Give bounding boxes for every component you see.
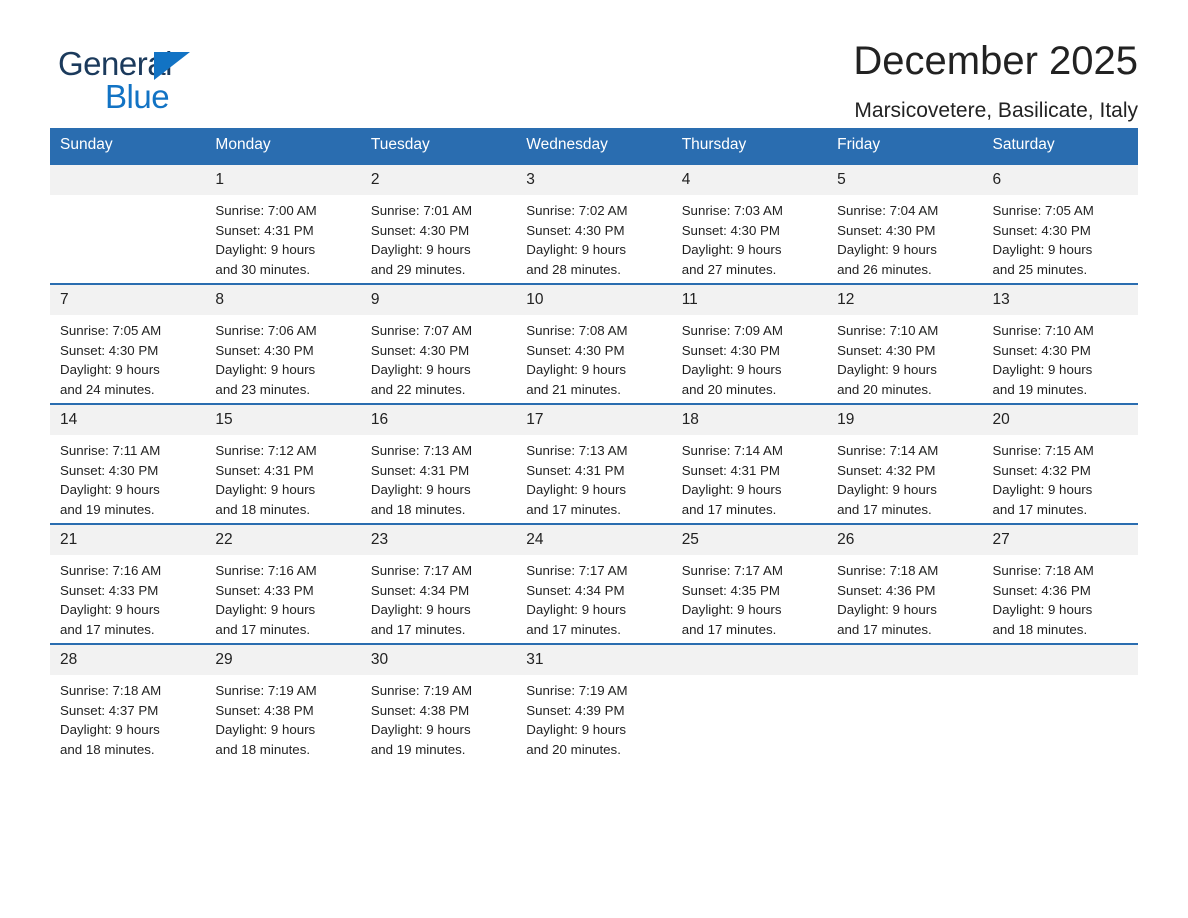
calendar-empty-cell [50, 164, 205, 284]
day-detail-line: and 18 minutes. [370, 501, 466, 517]
day-number: 6 [983, 165, 1138, 195]
day-detail-line: and 17 minutes. [526, 501, 621, 517]
day-detail-line: Daylight: 9 hours [526, 362, 627, 378]
calendar-day-cell[interactable] [672, 524, 827, 644]
day-detail-line: and 18 minutes. [992, 621, 1088, 637]
day-detail-line: Sunset: 4:36 PM [837, 582, 936, 598]
day-detail-line: Daylight: 9 hours [60, 722, 160, 738]
day-number: 1 [205, 165, 360, 195]
calendar-day-cell[interactable] [983, 404, 1138, 524]
day-detail-line: Daylight: 9 hours [992, 362, 1093, 378]
day-detail-line: Sunset: 4:31 PM [526, 462, 625, 478]
day-detail-line: Daylight: 9 hours [370, 242, 471, 258]
day-detail-line: and 19 minutes. [992, 381, 1088, 397]
weekday-header-sunday: Sunday [50, 128, 205, 164]
day-detail-line: Sunset: 4:30 PM [681, 222, 780, 238]
day-number [827, 645, 982, 675]
day-detail-line: Daylight: 9 hours [370, 482, 471, 498]
day-number: 24 [516, 525, 671, 555]
day-detail-line: and 27 minutes. [681, 261, 777, 277]
day-detail-line: Sunset: 4:35 PM [681, 582, 780, 598]
day-detail-line: Sunset: 4:37 PM [60, 702, 159, 718]
day-number: 23 [361, 525, 516, 555]
calendar-day-cell[interactable] [205, 524, 360, 644]
day-details [983, 435, 1138, 519]
day-details [827, 315, 982, 399]
day-detail-line: and 20 minutes. [837, 381, 932, 397]
day-number: 3 [516, 165, 671, 195]
day-detail-line: Sunset: 4:30 PM [681, 342, 780, 358]
calendar-day-cell[interactable] [827, 164, 982, 284]
day-detail-line: Sunset: 4:34 PM [370, 582, 470, 598]
calendar-table [50, 128, 1138, 763]
day-details [361, 315, 516, 399]
day-details [205, 675, 360, 759]
day-detail-line: and 17 minutes. [370, 621, 466, 637]
day-detail-line: Sunrise: 7:19 AM [370, 683, 473, 698]
calendar-day-cell[interactable] [50, 644, 205, 763]
day-details [983, 555, 1138, 639]
day-details [827, 195, 982, 279]
day-detail-line: Sunset: 4:31 PM [215, 222, 314, 238]
day-detail-line: Daylight: 9 hours [681, 602, 782, 618]
day-details [672, 315, 827, 399]
day-detail-line: and 23 minutes. [215, 381, 311, 397]
weekday-header-thursday: Thursday [672, 128, 827, 164]
calendar-day-cell[interactable] [672, 164, 827, 284]
day-detail-line: and 17 minutes. [681, 501, 777, 517]
day-detail-line: Daylight: 9 hours [992, 602, 1093, 618]
calendar-week-row [50, 284, 1138, 404]
day-detail-line: Sunrise: 7:16 AM [215, 563, 317, 578]
calendar-day-cell[interactable] [827, 404, 982, 524]
day-number [983, 645, 1138, 675]
day-details [361, 555, 516, 639]
day-detail-line: Daylight: 9 hours [681, 482, 782, 498]
day-detail-line: Sunset: 4:39 PM [526, 702, 625, 718]
day-details [983, 195, 1138, 279]
day-detail-line: Sunrise: 7:04 AM [837, 203, 939, 218]
day-number: 25 [672, 525, 827, 555]
day-detail-line: Sunset: 4:33 PM [60, 582, 159, 598]
day-detail-line: Sunrise: 7:03 AM [681, 203, 783, 218]
day-number: 21 [50, 525, 205, 555]
day-details [205, 555, 360, 639]
day-details [672, 675, 827, 681]
day-detail-line: and 17 minutes. [837, 501, 932, 517]
day-detail-line: Sunset: 4:33 PM [215, 582, 314, 598]
day-detail-line: Daylight: 9 hours [215, 722, 316, 738]
calendar-week-row [50, 644, 1138, 763]
calendar-day-cell[interactable] [983, 524, 1138, 644]
day-detail-line: Daylight: 9 hours [215, 242, 316, 258]
day-details [205, 195, 360, 279]
day-number: 30 [361, 645, 516, 675]
calendar-day-cell[interactable] [361, 284, 516, 404]
weekday-header-tuesday: Tuesday [361, 128, 516, 164]
day-detail-line: Daylight: 9 hours [370, 602, 471, 618]
day-detail-line: Sunrise: 7:09 AM [681, 323, 783, 338]
day-detail-line: Daylight: 9 hours [837, 242, 937, 258]
calendar-empty-cell [983, 644, 1138, 763]
day-detail-line: and 26 minutes. [837, 261, 932, 277]
day-number: 26 [827, 525, 982, 555]
day-detail-line: and 19 minutes. [60, 501, 155, 517]
day-detail-line: Sunset: 4:38 PM [215, 702, 314, 718]
location-subtitle: Marsicovetere, Basilicate, Italy [854, 99, 1138, 122]
day-number: 27 [983, 525, 1138, 555]
day-details [672, 195, 827, 279]
day-detail-line: Daylight: 9 hours [992, 242, 1093, 258]
day-number: 19 [827, 405, 982, 435]
day-detail-line: Sunrise: 7:12 AM [215, 443, 317, 458]
day-detail-line: Daylight: 9 hours [681, 242, 782, 258]
day-detail-line: Sunrise: 7:05 AM [60, 323, 162, 338]
day-number: 31 [516, 645, 671, 675]
day-details [983, 315, 1138, 399]
day-detail-line: Sunset: 4:30 PM [60, 462, 159, 478]
day-detail-line: Sunset: 4:30 PM [526, 342, 625, 358]
day-detail-line: Sunset: 4:31 PM [370, 462, 470, 478]
day-detail-line: Daylight: 9 hours [837, 602, 937, 618]
calendar-day-cell[interactable] [516, 284, 671, 404]
day-detail-line: and 20 minutes. [526, 741, 621, 757]
day-detail-line: Sunset: 4:31 PM [681, 462, 780, 478]
day-details [50, 435, 205, 519]
day-detail-line: Daylight: 9 hours [60, 362, 160, 378]
day-number: 4 [672, 165, 827, 195]
day-details [516, 195, 671, 279]
day-detail-line: Sunrise: 7:17 AM [370, 563, 473, 578]
day-detail-line: Daylight: 9 hours [526, 602, 627, 618]
weekday-header-wednesday: Wednesday [516, 128, 671, 164]
day-detail-line: and 20 minutes. [681, 381, 777, 397]
calendar-day-cell[interactable] [516, 164, 671, 284]
day-detail-line: Sunrise: 7:18 AM [837, 563, 939, 578]
day-details [827, 675, 982, 681]
calendar-day-cell[interactable] [827, 284, 982, 404]
day-detail-line: and 17 minutes. [837, 621, 932, 637]
day-details [50, 555, 205, 639]
calendar-day-cell[interactable] [516, 404, 671, 524]
calendar-day-cell[interactable] [672, 404, 827, 524]
day-detail-line: Sunset: 4:30 PM [370, 222, 470, 238]
day-details [205, 315, 360, 399]
calendar-day-cell[interactable] [361, 524, 516, 644]
day-detail-line: Sunrise: 7:15 AM [992, 443, 1094, 458]
day-detail-line: and 17 minutes. [681, 621, 777, 637]
weekday-header-monday: Monday [205, 128, 360, 164]
calendar-day-cell[interactable] [361, 404, 516, 524]
day-details [50, 195, 205, 201]
day-number: 18 [672, 405, 827, 435]
calendar-day-cell[interactable] [983, 284, 1138, 404]
day-detail-line: Daylight: 9 hours [837, 362, 937, 378]
calendar-day-cell[interactable] [516, 524, 671, 644]
day-detail-line: and 19 minutes. [370, 741, 466, 757]
day-detail-line: Daylight: 9 hours [837, 482, 937, 498]
day-detail-line: Sunrise: 7:07 AM [370, 323, 473, 338]
weekday-header-saturday: Saturday [983, 128, 1138, 164]
day-detail-line: Sunrise: 7:00 AM [215, 203, 317, 218]
day-detail-line: Daylight: 9 hours [370, 362, 471, 378]
calendar-day-cell[interactable] [50, 404, 205, 524]
day-detail-line: Daylight: 9 hours [215, 482, 316, 498]
day-number: 28 [50, 645, 205, 675]
day-detail-line: Sunrise: 7:19 AM [526, 683, 628, 698]
day-details [205, 435, 360, 519]
day-details [361, 675, 516, 759]
calendar-day-cell[interactable] [205, 404, 360, 524]
page-title: December 2025 [853, 39, 1138, 83]
weekday-header-friday: Friday [827, 128, 982, 164]
day-number: 2 [361, 165, 516, 195]
day-detail-line: and 18 minutes. [215, 741, 311, 757]
day-detail-line: Sunrise: 7:17 AM [526, 563, 628, 578]
day-detail-line: Sunrise: 7:14 AM [681, 443, 783, 458]
day-detail-line: Sunset: 4:36 PM [992, 582, 1091, 598]
day-details [827, 555, 982, 639]
day-detail-line: Sunset: 4:32 PM [992, 462, 1091, 478]
day-detail-line: Sunrise: 7:06 AM [215, 323, 317, 338]
day-number: 9 [361, 285, 516, 315]
day-detail-line: and 18 minutes. [60, 741, 155, 757]
day-detail-line: and 17 minutes. [526, 621, 621, 637]
calendar-day-cell[interactable] [205, 164, 360, 284]
day-detail-line: Sunrise: 7:01 AM [370, 203, 473, 218]
day-number: 14 [50, 405, 205, 435]
day-details [516, 555, 671, 639]
day-details [983, 675, 1138, 681]
day-number: 8 [205, 285, 360, 315]
day-detail-line: Daylight: 9 hours [60, 482, 160, 498]
day-detail-line: and 18 minutes. [215, 501, 311, 517]
calendar-week-row [50, 404, 1138, 524]
day-detail-line: Daylight: 9 hours [992, 482, 1093, 498]
day-detail-line: Daylight: 9 hours [681, 362, 782, 378]
day-detail-line: Sunset: 4:38 PM [370, 702, 470, 718]
day-detail-line: Sunset: 4:32 PM [837, 462, 936, 478]
day-number: 15 [205, 405, 360, 435]
day-detail-line: Sunrise: 7:08 AM [526, 323, 628, 338]
day-detail-line: Sunset: 4:31 PM [215, 462, 314, 478]
day-detail-line: and 17 minutes. [60, 621, 155, 637]
day-detail-line: Sunset: 4:30 PM [60, 342, 159, 358]
page-header [50, 0, 1138, 120]
day-detail-line: Sunrise: 7:10 AM [837, 323, 939, 338]
day-detail-line: Sunrise: 7:13 AM [370, 443, 473, 458]
day-detail-line: Sunset: 4:30 PM [215, 342, 314, 358]
day-detail-line: Daylight: 9 hours [370, 722, 471, 738]
day-number: 17 [516, 405, 671, 435]
day-number [672, 645, 827, 675]
calendar-day-cell[interactable] [50, 524, 205, 644]
title-block [853, 36, 1138, 126]
day-number: 5 [827, 165, 982, 195]
day-detail-line: and 24 minutes. [60, 381, 155, 397]
day-detail-line: Daylight: 9 hours [526, 242, 627, 258]
day-number: 7 [50, 285, 205, 315]
calendar-empty-cell [827, 644, 982, 763]
day-detail-line: and 21 minutes. [526, 381, 621, 397]
calendar-day-cell[interactable] [516, 644, 671, 763]
day-number: 10 [516, 285, 671, 315]
day-detail-line: Daylight: 9 hours [526, 482, 627, 498]
day-details [672, 435, 827, 519]
calendar-body [50, 164, 1138, 763]
calendar-day-cell[interactable] [672, 284, 827, 404]
day-detail-line: and 17 minutes. [992, 501, 1088, 517]
day-detail-line: Sunrise: 7:14 AM [837, 443, 939, 458]
calendar-day-cell[interactable] [50, 284, 205, 404]
logo-text-general: General [58, 45, 172, 82]
day-detail-line: and 29 minutes. [370, 261, 466, 277]
day-details [516, 315, 671, 399]
logo-triangle-icon [154, 52, 190, 80]
day-number: 22 [205, 525, 360, 555]
day-detail-line: Sunset: 4:30 PM [992, 222, 1091, 238]
day-number [50, 165, 205, 195]
day-detail-line: Sunrise: 7:16 AM [60, 563, 162, 578]
calendar-day-cell[interactable] [361, 164, 516, 284]
logo-text-blue: Blue [105, 78, 170, 115]
day-detail-line: Sunrise: 7:17 AM [681, 563, 783, 578]
day-detail-line: and 22 minutes. [370, 381, 466, 397]
day-detail-line: Sunrise: 7:11 AM [60, 443, 161, 458]
day-details [361, 435, 516, 519]
day-number: 29 [205, 645, 360, 675]
day-detail-line: Daylight: 9 hours [215, 362, 316, 378]
day-number: 13 [983, 285, 1138, 315]
day-detail-line: Sunrise: 7:18 AM [60, 683, 162, 698]
calendar-header-row [50, 128, 1138, 164]
day-detail-line: and 25 minutes. [992, 261, 1088, 277]
day-detail-line: and 17 minutes. [215, 621, 311, 637]
day-detail-line: Sunset: 4:30 PM [992, 342, 1091, 358]
calendar-empty-cell [672, 644, 827, 763]
day-details [50, 315, 205, 399]
day-detail-line: Sunrise: 7:13 AM [526, 443, 628, 458]
day-number: 20 [983, 405, 1138, 435]
day-detail-line: Sunrise: 7:10 AM [992, 323, 1094, 338]
day-number: 16 [361, 405, 516, 435]
calendar-day-cell[interactable] [205, 284, 360, 404]
day-detail-line: and 30 minutes. [215, 261, 311, 277]
calendar-day-cell[interactable] [205, 644, 360, 763]
general-blue-logo [58, 46, 318, 118]
day-details [672, 555, 827, 639]
day-detail-line: Sunrise: 7:18 AM [992, 563, 1094, 578]
day-detail-line: Daylight: 9 hours [526, 722, 627, 738]
day-number: 11 [672, 285, 827, 315]
calendar-week-row [50, 164, 1138, 284]
calendar-week-row [50, 524, 1138, 644]
day-detail-line: Sunset: 4:30 PM [837, 222, 936, 238]
day-details [50, 675, 205, 759]
calendar-day-cell[interactable] [827, 524, 982, 644]
day-detail-line: Daylight: 9 hours [60, 602, 160, 618]
day-details [516, 675, 671, 759]
day-detail-line: Sunrise: 7:02 AM [526, 203, 628, 218]
calendar-day-cell[interactable] [361, 644, 516, 763]
day-detail-line: Sunset: 4:34 PM [526, 582, 625, 598]
calendar-day-cell[interactable] [983, 164, 1138, 284]
day-number: 12 [827, 285, 982, 315]
day-detail-line: Sunset: 4:30 PM [837, 342, 936, 358]
day-detail-line: Sunrise: 7:19 AM [215, 683, 317, 698]
day-details [361, 195, 516, 279]
day-details [516, 435, 671, 519]
day-detail-line: and 28 minutes. [526, 261, 621, 277]
day-detail-line: Sunrise: 7:05 AM [992, 203, 1094, 218]
day-details [827, 435, 982, 519]
day-detail-line: Sunset: 4:30 PM [370, 342, 470, 358]
day-detail-line: Daylight: 9 hours [215, 602, 316, 618]
day-detail-line: Sunset: 4:30 PM [526, 222, 625, 238]
